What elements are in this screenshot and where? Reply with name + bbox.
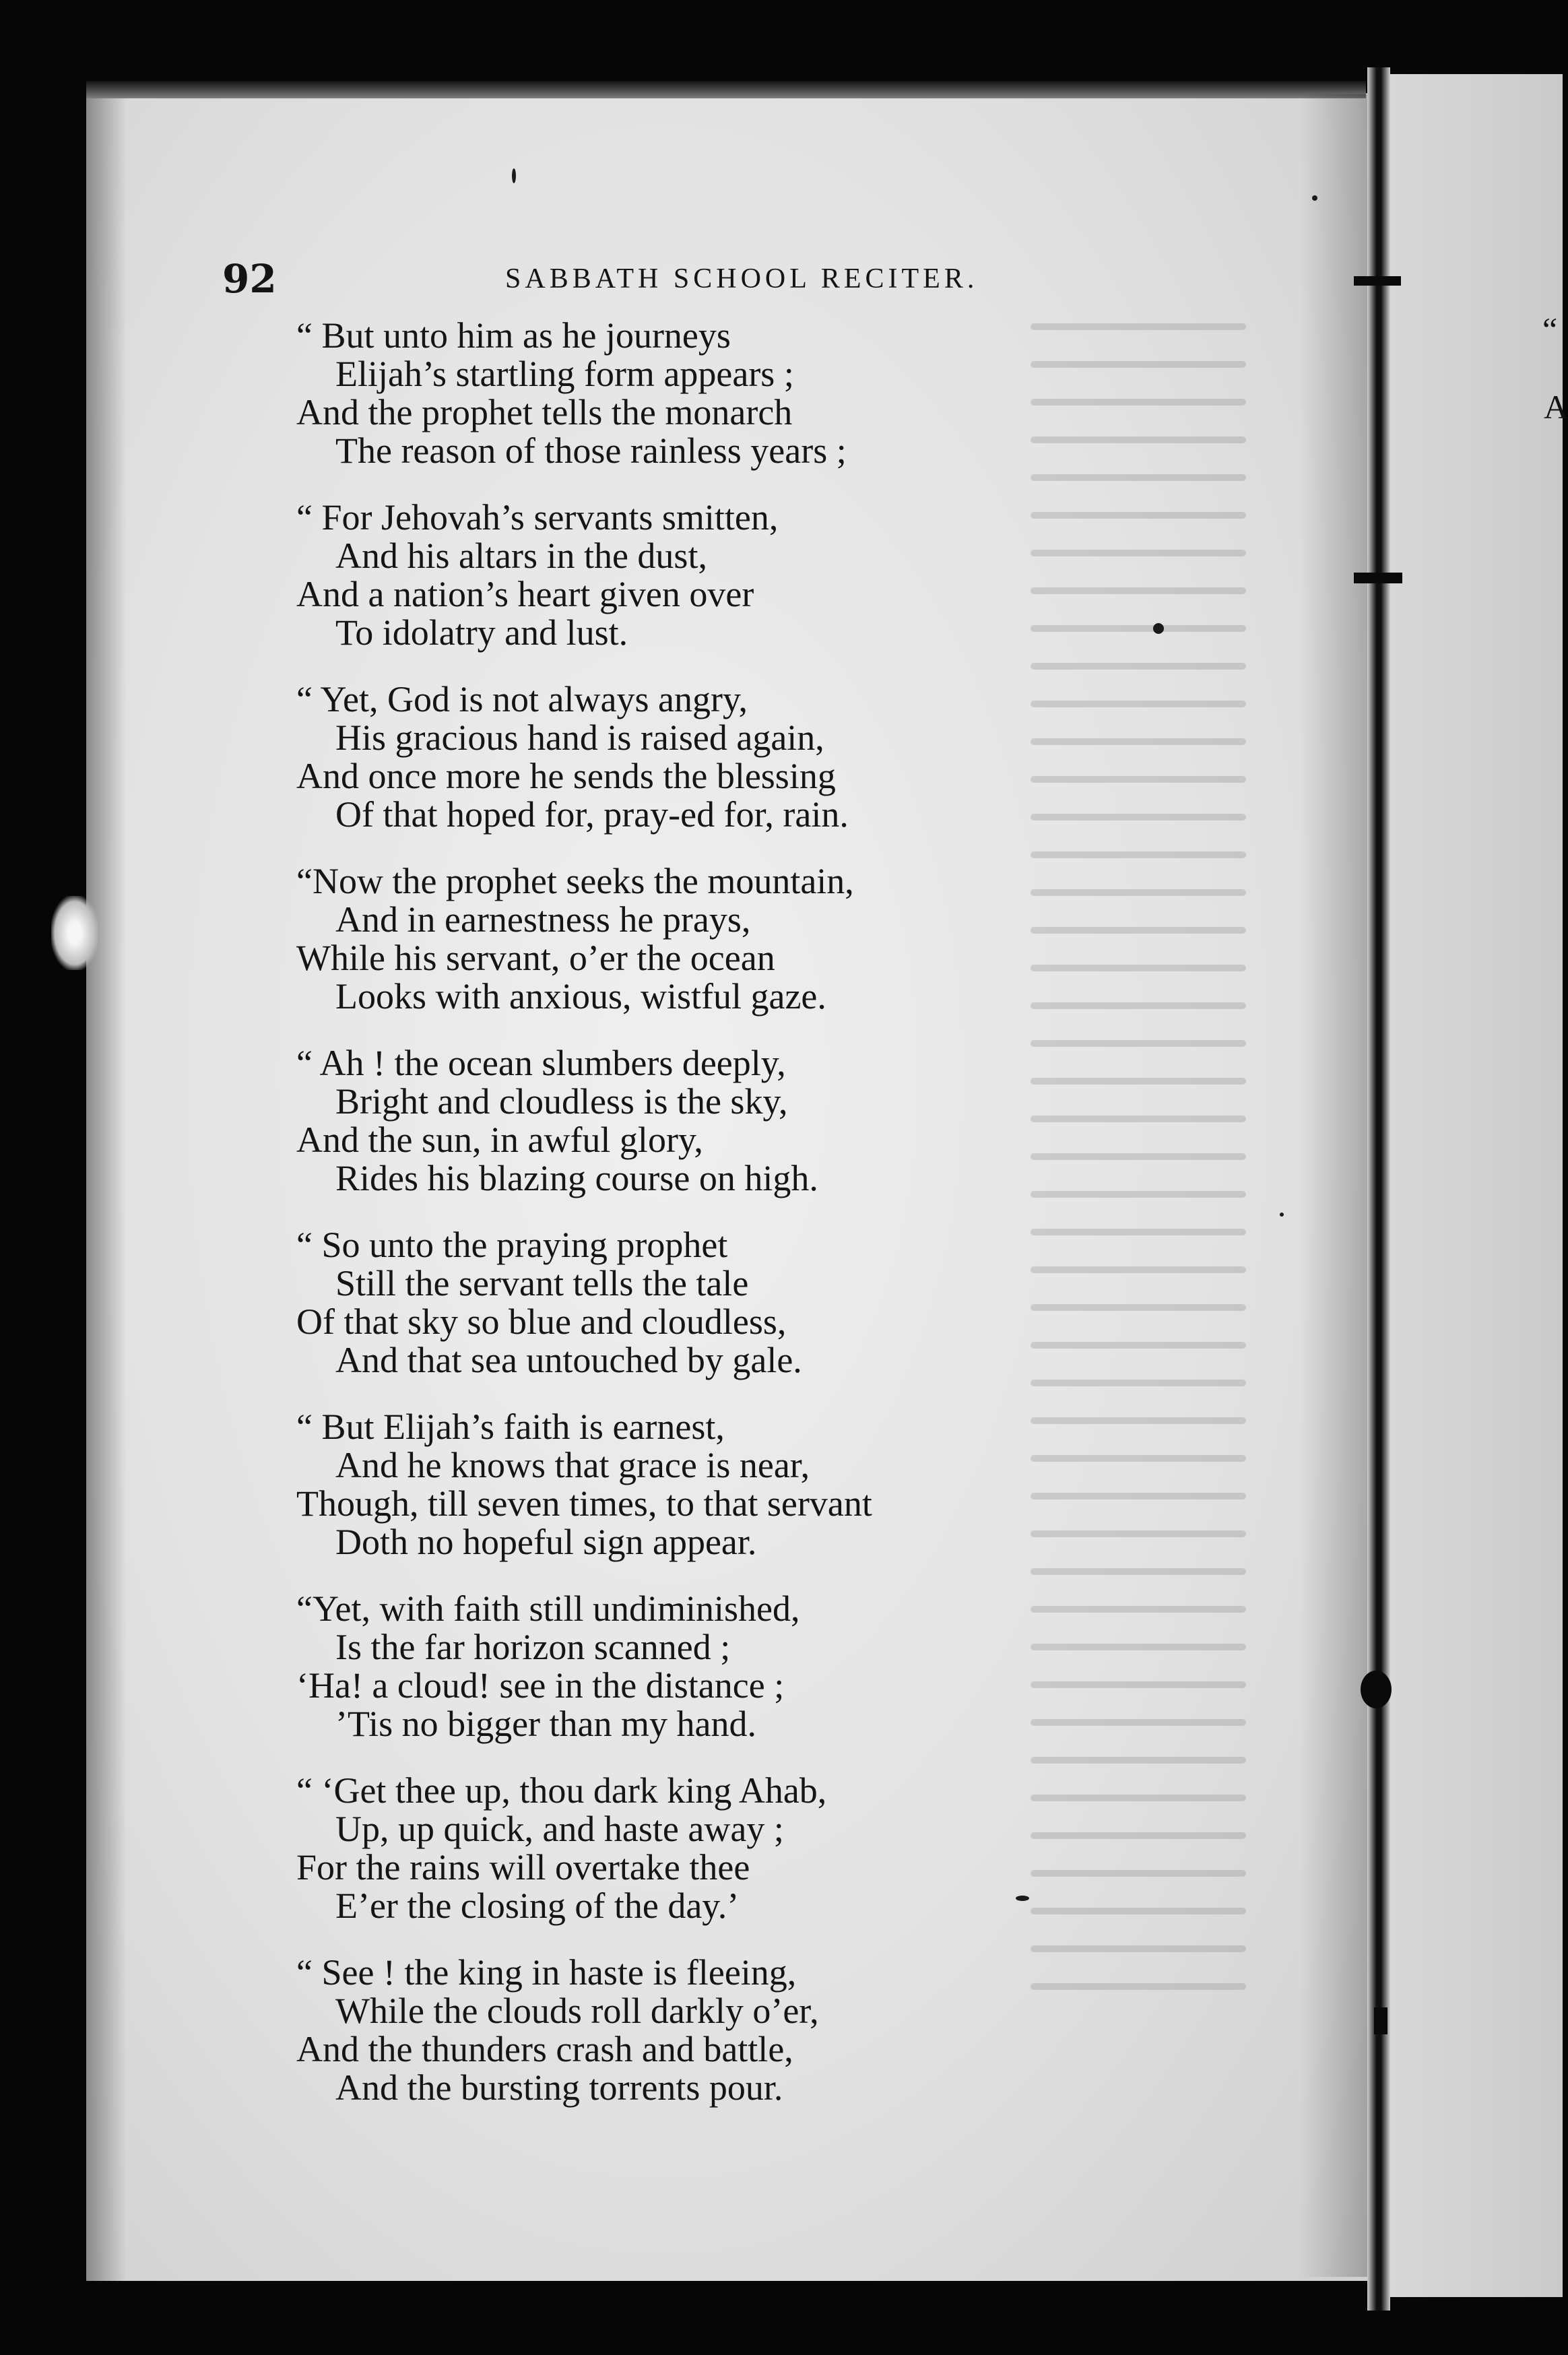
binding-thread <box>1374 2007 1387 2034</box>
verse-line: E’er the closing of the day.’ <box>335 1885 740 1926</box>
binding-thread <box>1361 1671 1392 1708</box>
verse-line: While his servant, o’er the ocean <box>296 938 775 978</box>
verse-line: To idolatry and lust. <box>335 612 628 653</box>
book-gutter <box>1367 67 1390 2311</box>
stanza <box>296 680 1280 834</box>
binding-thread <box>1354 276 1401 286</box>
verse-line: And he knows that grace is near, <box>335 1445 810 1485</box>
running-head <box>222 256 1226 303</box>
verse-line: And a nation’s heart given over <box>296 574 754 614</box>
poem <box>296 317 1280 2135</box>
verse-line: Of that sky so blue and cloudless, <box>296 1301 787 1342</box>
verse-line: And the bursting torrents pour. <box>335 2067 783 2108</box>
verse-line: Of that hoped for, pray-ed for, rain. <box>335 794 849 835</box>
facing-page-fragment: “ <box>1542 311 1558 348</box>
verse-line: Rides his blazing course on high. <box>335 1158 818 1198</box>
verse-line: Looks with anxious, wistful gaze. <box>335 976 826 1017</box>
binding-thread <box>1354 573 1402 583</box>
facing-page-fragment: A <box>1544 388 1568 426</box>
verse-line: Elijah’s startling form appears ; <box>335 354 794 394</box>
verse-line: Bright and cloudless is the sky, <box>335 1081 788 1122</box>
paper-stain <box>51 896 98 970</box>
verse-line: “ Yet, God is not always angry, <box>296 679 748 719</box>
verse-line: And once more he sends the blessing <box>296 756 836 796</box>
ink-speck <box>512 168 516 183</box>
stanza <box>296 1044 1280 1198</box>
verse-line: Is the far horizon scanned ; <box>335 1627 731 1667</box>
book-title: SABBATH SCHOOL RECITER. <box>505 263 979 294</box>
verse-line: “ But unto him as he journeys <box>296 315 731 356</box>
page-top-edge <box>86 81 1366 98</box>
verse-line: And the prophet tells the monarch <box>296 392 793 432</box>
verse-line: And his altars in the dust, <box>335 536 707 576</box>
verse-line: “Yet, with faith still undiminished, <box>296 1588 800 1629</box>
facing-page <box>1387 74 1563 2297</box>
verse-line: While the clouds roll darkly o’er, <box>335 1991 819 2031</box>
ink-speck <box>1280 1213 1284 1217</box>
verse-line: For the rains will overtake thee <box>296 1847 750 1888</box>
page-edge-shadow <box>86 92 127 2281</box>
verse-line: And that sea untouched by gale. <box>335 1340 802 1380</box>
verse-line: And the thunders crash and battle, <box>296 2029 793 2069</box>
stanza <box>296 498 1280 652</box>
verse-line: “ So unto the praying prophet <box>296 1225 728 1265</box>
verse-line: Though, till seven times, to that servant <box>296 1483 872 1524</box>
stanza <box>296 862 1280 1016</box>
stanza <box>296 1772 1280 1925</box>
verse-line: His gracious hand is raised again, <box>335 717 824 758</box>
gutter-shadow <box>1300 94 1374 2277</box>
verse-line: “ For Jehovah’s servants smitten, <box>296 497 779 538</box>
verse-line: ‘Ha! a cloud! see in the distance ; <box>296 1665 785 1706</box>
page-number: 92 <box>222 256 277 302</box>
verse-line: “ But Elijah’s faith is earnest, <box>296 1407 725 1447</box>
verse-line: “ Ah ! the ocean slumbers deeply, <box>296 1043 786 1083</box>
verse-line: Still the servant tells the tale <box>335 1263 749 1303</box>
verse-line: The reason of those rainless years ; <box>335 430 847 471</box>
stanza <box>296 1590 1280 1743</box>
verse-line: ’Tis no bigger than my hand. <box>335 1704 756 1744</box>
stanza <box>296 1954 1280 2107</box>
verse-line: And in earnestness he prays, <box>335 899 751 940</box>
verse-line: Up, up quick, and haste away ; <box>335 1809 784 1849</box>
stanza <box>296 1226 1280 1380</box>
verse-line: “Now the prophet seeks the mountain, <box>296 861 854 901</box>
verse-line: Doth no hopeful sign appear. <box>335 1522 757 1562</box>
verse-line: “ ‘Get thee up, thou dark king Ahab, <box>296 1770 827 1811</box>
stanza <box>296 1408 1280 1561</box>
verse-line: “ See ! the king in haste is fleeing, <box>296 1952 797 1993</box>
stanza <box>296 317 1280 470</box>
ink-speck <box>1312 195 1317 201</box>
verse-line: And the sun, in awful glory, <box>296 1120 703 1160</box>
